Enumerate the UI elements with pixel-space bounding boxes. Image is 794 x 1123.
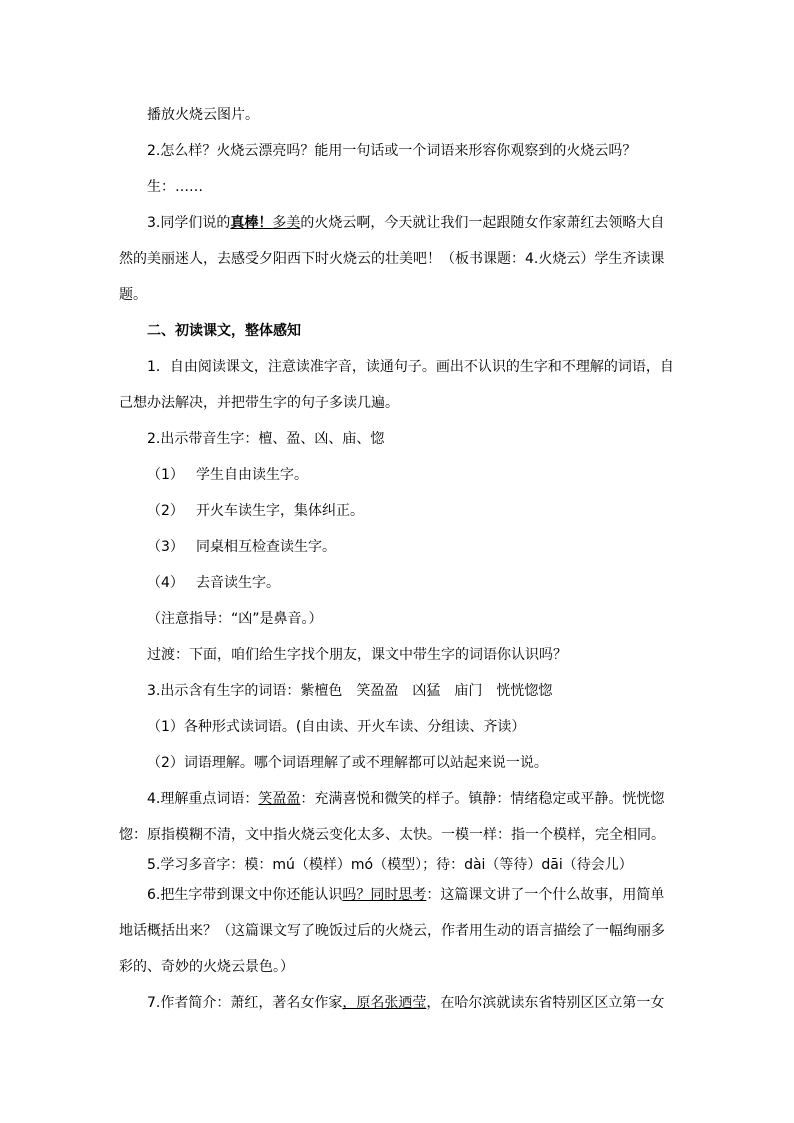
paragraph-line <box>119 826 665 844</box>
list-text: 开火车读生字，集体纠正。 <box>196 503 364 519</box>
paragraph-line <box>147 886 664 904</box>
paragraph-line <box>147 790 664 808</box>
paragraph-line <box>147 718 525 736</box>
heading-text: 二、初读课文，整体感知 <box>147 323 301 339</box>
paragraph-line <box>147 178 203 196</box>
line-text: 6.把生字带到课文中你还能认识 <box>147 887 343 903</box>
line-text: （2）词语理解。哪个词语理解了或不理解都可以站起来说一说。 <box>147 755 548 771</box>
paragraph-line <box>119 250 664 268</box>
paragraph-line <box>147 646 567 664</box>
line-text: 2.怎么样？火烧云漂亮吗？能用一句话或一个词语来形容你观察到的火烧云吗？ <box>147 143 637 159</box>
underlined-text: 多美 <box>272 215 301 231</box>
line-text: ，在哈尔滨就读东省特别区区立第一女 <box>426 995 665 1011</box>
line-text: 播放火烧云图片。 <box>147 107 259 123</box>
underlined-text: ，原名张迺莹 <box>342 995 427 1011</box>
paragraph-line <box>147 106 259 124</box>
line-text: 题。 <box>119 287 147 303</box>
paragraph-line <box>147 754 548 772</box>
underlined-text: 真棒！ <box>230 215 273 231</box>
line-text: 2.出示带音生字：檀、盈、凶、庙、惚 <box>147 431 385 447</box>
line-text: 己想办法解决，并把带生字的句子多读几遍。 <box>119 395 399 411</box>
list-number: （3） <box>147 539 184 555</box>
line-text: 的火烧云啊，今天就让我们一起跟随女作家萧红去领略大自 <box>300 215 665 231</box>
list-number: （1） <box>147 467 184 483</box>
paragraph-line <box>119 286 147 304</box>
line-text: ：充满喜悦和微笑的样子。镇静：情绪稳定或平静。恍恍惚 <box>300 791 665 807</box>
paragraph-line <box>147 214 664 232</box>
line-text: ：这篇课文讲了一个什么故事，用简单 <box>426 887 665 903</box>
line-text: 地话概括出来？（这篇课文写了晚饭过后的火烧云，作者用生动的语言描绘了一幅绚丽多 <box>119 923 665 939</box>
line-text: 5.学习多音字：模：mú（模样）mó（模型）；待：dài（等待）dāi（待会儿） <box>147 857 633 873</box>
list-number: （2） <box>147 503 184 519</box>
line-text: 然的美丽迷人，去感受夕阳西下时火烧云的壮美吧！（板书课题：4.火烧云）学生齐读课 <box>119 251 665 267</box>
line-text: 惚：原指模糊不清，文中指火烧云变化太多、太快。一模一样：指一个模样，完全相同。 <box>119 827 665 843</box>
paragraph-line <box>119 958 294 976</box>
line-text: （1）各种形式读词语。(自由读、开火车读、分组读、齐读） <box>147 719 526 735</box>
paragraph-line <box>147 610 323 628</box>
line-text: 3.出示含有生字的词语：紫檀色 笑盈盈 凶猛 庙门 恍恍惚惚 <box>147 683 553 699</box>
line-text: 过渡：下面，咱们给生字找个朋友，课文中带生字的词语你认识吗？ <box>147 647 567 663</box>
list-item <box>147 466 308 484</box>
line-text: 彩的、奇妙的火烧云景色。） <box>119 959 294 975</box>
line-text: 4.理解重点词语： <box>147 791 259 807</box>
list-text: 学生自由读生字。 <box>196 467 308 483</box>
paragraph-line <box>147 682 552 700</box>
paragraph-line <box>119 922 665 940</box>
line-text: 1．自由阅读课文，注意读准字音，读通句子。画出不认识的生字和不理解的词语，自 <box>147 359 674 375</box>
paragraph-line <box>147 994 664 1012</box>
line-text: 3.同学们说的 <box>147 215 231 231</box>
underlined-text: 笑盈盈 <box>258 791 301 807</box>
list-item <box>147 538 336 556</box>
section-heading <box>147 322 301 340</box>
underlined-text: 吗？同时思考 <box>342 887 427 903</box>
list-text: 同桌相互检查读生字。 <box>196 539 336 555</box>
line-text: 生：…… <box>147 179 203 195</box>
list-text: 去音读生字。 <box>196 575 280 591</box>
paragraph-line <box>147 856 633 874</box>
paragraph-line <box>147 430 384 448</box>
list-item <box>147 574 280 592</box>
line-text: （注意指导：“凶”是鼻音。） <box>147 611 323 627</box>
list-item <box>147 502 364 520</box>
list-number: （4） <box>147 575 184 591</box>
paragraph-line <box>147 358 674 376</box>
paragraph-line <box>147 142 636 160</box>
line-text: 7.作者简介：萧红，著名女作家 <box>147 995 343 1011</box>
paragraph-line <box>119 394 399 412</box>
